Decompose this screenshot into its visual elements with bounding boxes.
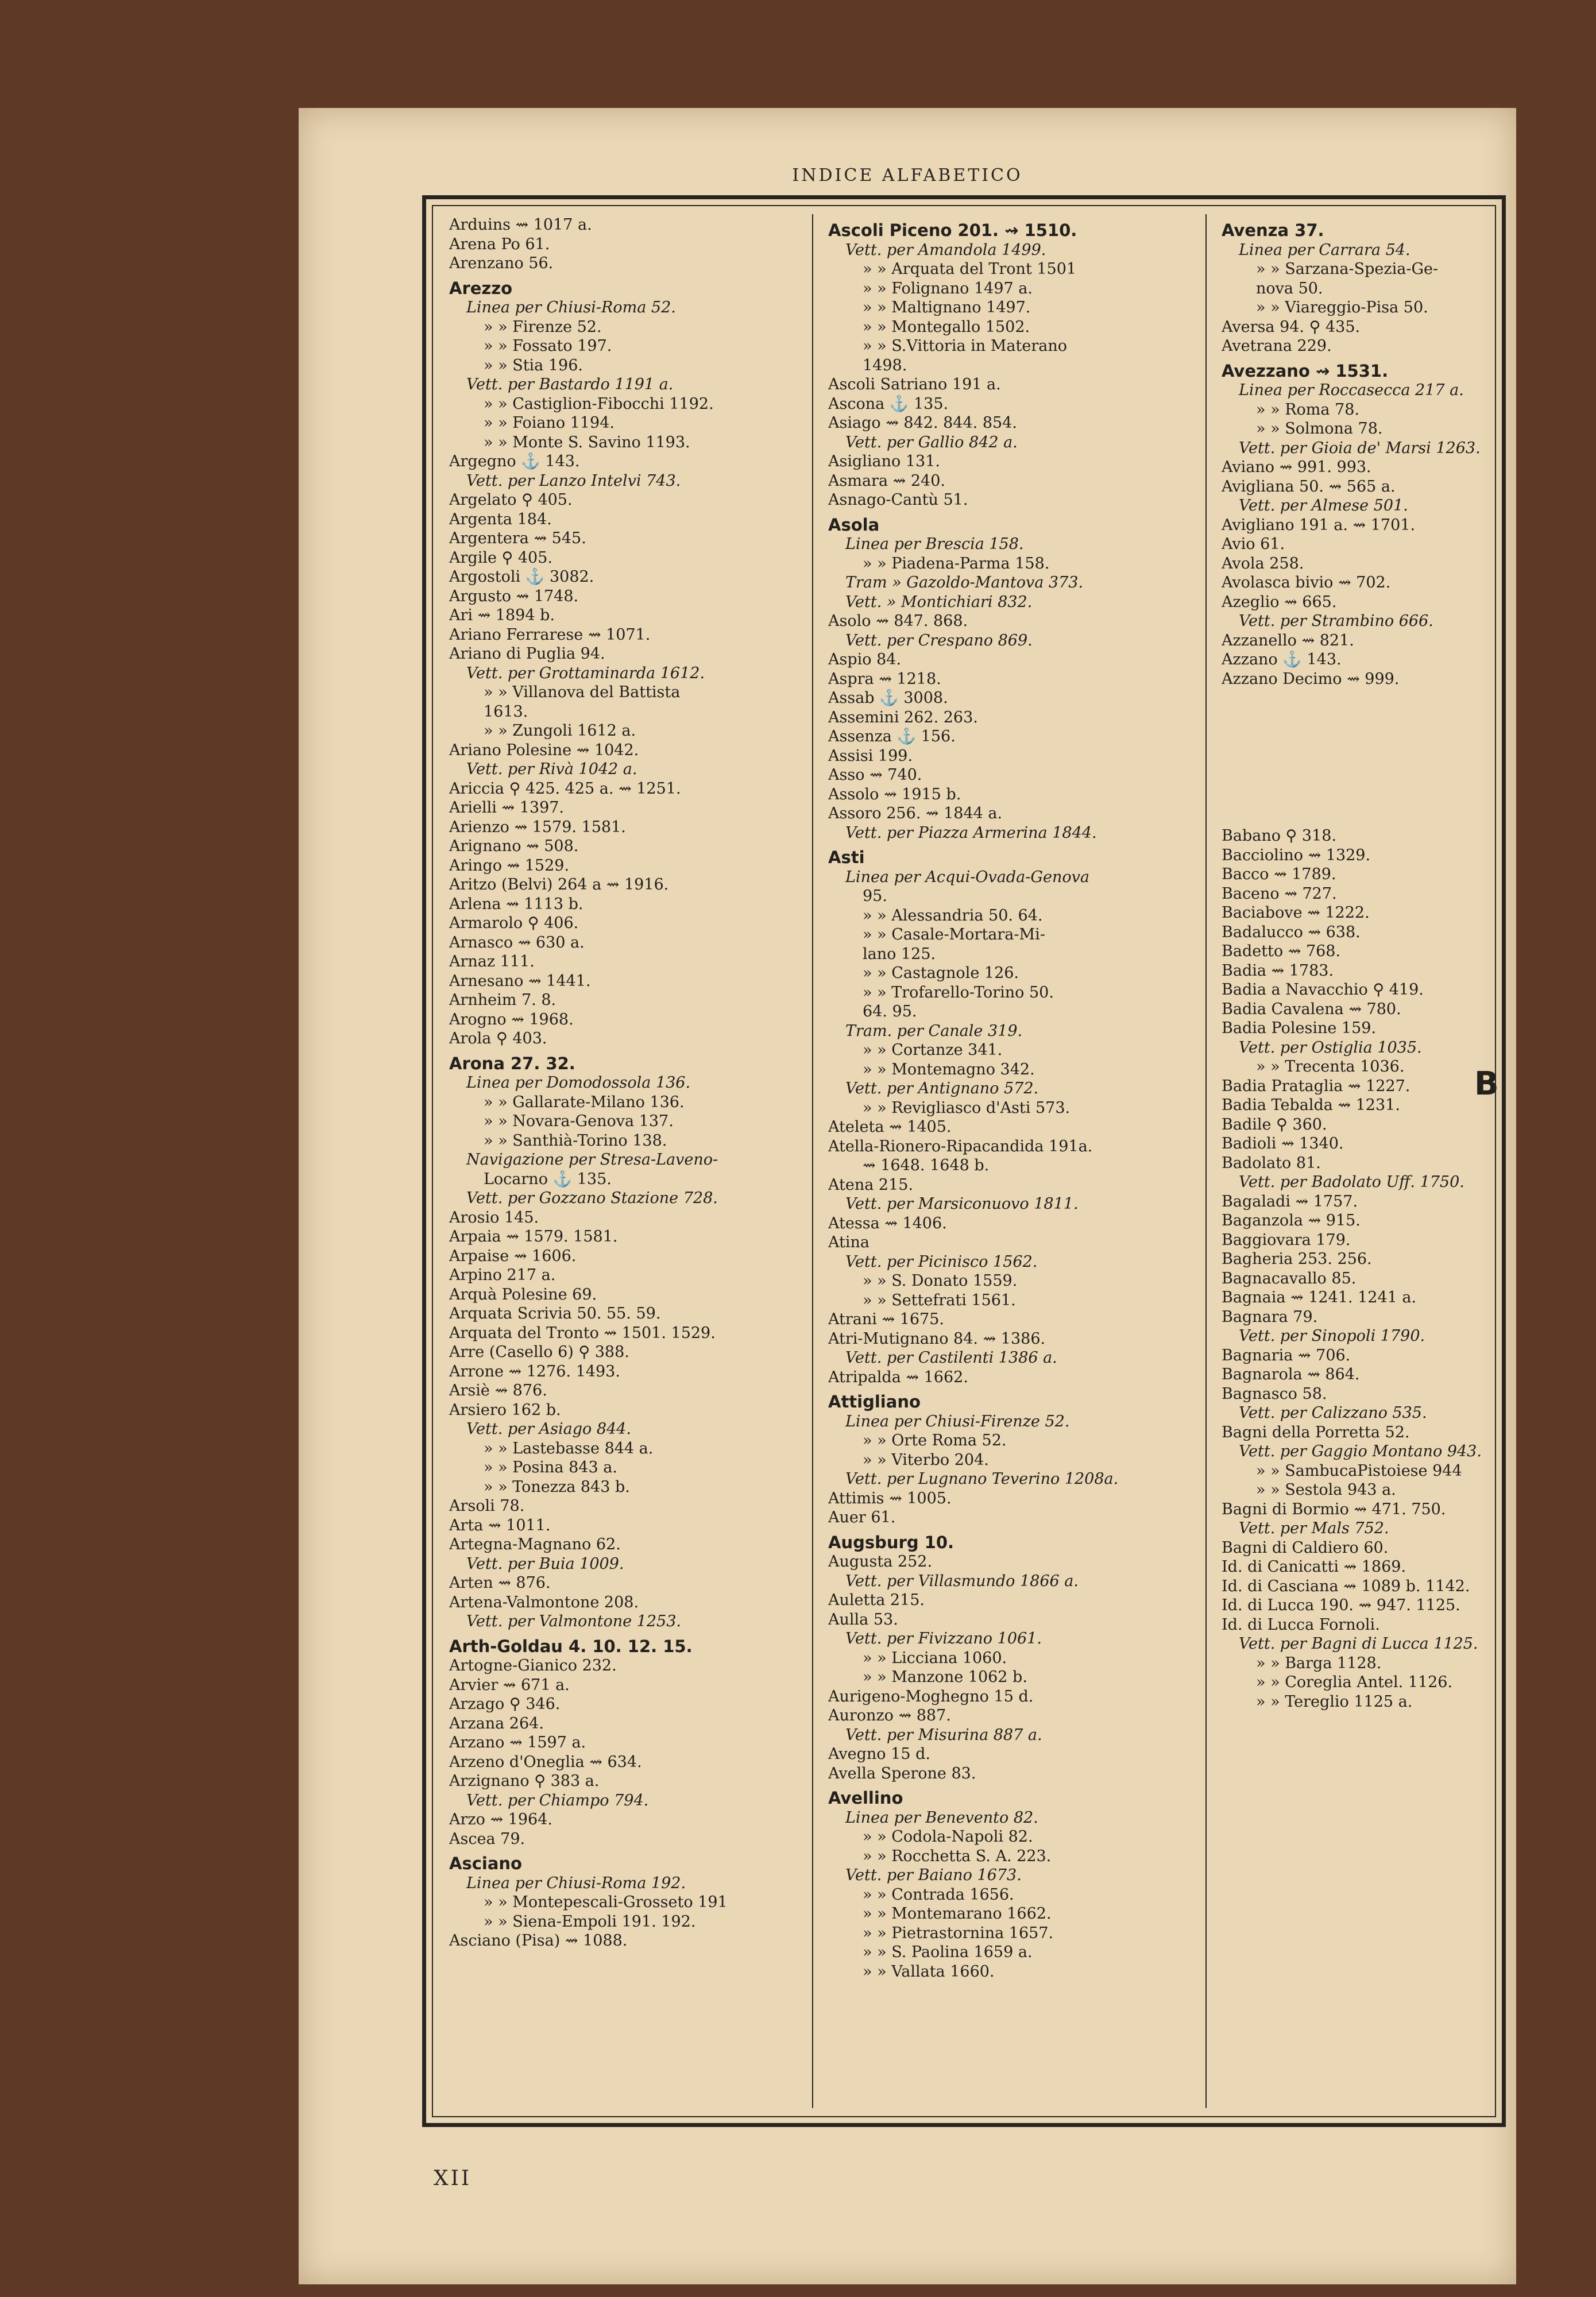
index-entry: » » Sestola 943 a. [1256,1481,1396,1499]
index-entry: » » Maltignano 1497. [863,299,1031,316]
index-entry: Arzeno d'Oneglia ⇝ 634. [449,1753,642,1771]
index-entry: Asolo ⇝ 847. 868. [828,612,968,630]
section-gap [1222,689,1566,826]
index-entry: Ariccia ⚲ 425. 425 a. ⇝ 1251. [449,779,681,798]
index-entry: Id. di Lucca 190. ⇝ 947. 1125. [1222,1596,1460,1614]
index-entry: » » Tonezza 843 b. [484,1478,630,1496]
index-entry: Badia Polesine 159. [1222,1019,1377,1037]
index-entry: » » Zungoli 1612 a. [484,722,636,740]
index-entry: » » Licciana 1060. [863,1649,1007,1667]
index-entry: Badioli ⇝ 1340. [1222,1135,1344,1153]
index-entry: Linea per Chiusi-Firenze 52. [845,1412,1070,1430]
index-entry: Aspra ⇝ 1218. [828,670,941,688]
index-entry: Arvier ⇝ 671 a. [449,1676,570,1694]
index-entry: Azzano ⚓ 143. [1222,651,1342,668]
index-entry: Aviano ⇝ 991. 993. [1222,458,1371,476]
index-entry: Argentera ⇝ 545. [449,529,586,547]
index-entry: Atena 215. [828,1175,914,1194]
index-entry: lano 125. [863,945,936,963]
index-entry: Aritzo (Belvi) 264 a ⇝ 1916. [449,876,669,894]
index-entry: Avella Sperone 83. [828,1764,976,1782]
index-entry: Arnheim 7. 8. [449,991,557,1009]
index-entry: Arignano ⇝ 508. [449,837,579,855]
index-entry: » » Montemagno 342. [863,1060,1035,1078]
index-entry: Auletta 215. [828,1591,925,1609]
index-entry: Arnaz 111. [449,953,535,970]
index-entry: Vett. per Piazza Armerina 1844. [845,823,1097,842]
index-entry: Ascoli Piceno 201. ⇝ 1510. [828,221,1077,240]
index-entry: » » Monte S. Savino 1193. [484,433,690,451]
index-entry: Avezzano ⇝ 1531. [1222,361,1389,381]
index-entry: Arquata Scrivia 50. 55. 59. [449,1305,661,1322]
index-entry: Vett. per Antignano 572. [845,1080,1039,1097]
index-entry: » » Alessandria 50. 64. [863,906,1043,925]
index-entry: Badia ⇝ 1783. [1222,961,1334,980]
index-entry: » » Lastebasse 844 a. [484,1439,654,1457]
index-entry: Avola 258. [1222,554,1304,573]
index-entry: Vett. per Badolato Uff. 1750. [1239,1173,1464,1191]
index-entry: Artegna-Magnano 62. [449,1536,621,1553]
index-entry: » » Villanova del Battista [484,683,681,701]
index-entry: 1613. [484,702,528,721]
index-entry: Vett. » Montichiari 832. [845,593,1033,611]
index-entry: Badile ⚲ 360. [1222,1115,1327,1134]
index-entry: Linea per Acqui-Ovada-Genova [845,868,1089,886]
index-entry: Arpaia ⇝ 1579. 1581. [449,1228,618,1246]
index-entry: Bagnaia ⇝ 1241. 1241 a. [1222,1289,1417,1306]
index-entry: Aversa 94. ⚲ 435. [1222,318,1361,336]
index-entry: Atripalda ⇝ 1662. [828,1368,968,1386]
index-entry: Tram. per Canale 319. [845,1022,1023,1040]
index-entry: Arlena ⇝ 1113 b. [449,895,583,913]
index-entry: Bagheria 253. 256. [1222,1250,1372,1268]
index-entry: Vett. per Bagni di Lucca 1125. [1239,1635,1478,1653]
index-entry: » » Cortanze 341. [863,1041,1003,1059]
index-entry: Attigliano [828,1392,921,1412]
index-entry: Bacciolino ⇝ 1329. [1222,846,1371,864]
index-entry: Ascona ⚓ 135. [828,395,949,413]
index-entry: Azeglio ⇝ 665. [1222,593,1337,611]
index-entry: Arpino 217 a. [449,1266,556,1284]
index-entry: Vett. per Calizzano 535. [1239,1404,1427,1422]
index-entry: Arzo ⇝ 1964. [449,1811,552,1828]
index-entry: Vett. per Buia 1009. [466,1554,624,1573]
index-entry: Attimis ⇝ 1005. [828,1489,952,1507]
index-entry: Vett. per Crespano 869. [845,631,1033,649]
index-entry: Bagnasco 58. [1222,1385,1327,1403]
index-entry: Avigliano 191 a. ⇝ 1701. [1222,516,1416,534]
index-entry: Id. di Casciana ⇝ 1089 b. 1142. [1222,1577,1470,1595]
index-entry: Bagnacavallo 85. [1222,1269,1357,1287]
index-entry: Arth-Goldau 4. 10. 12. 15. [449,1636,693,1656]
index-entry: Arienzo ⇝ 1579. 1581. [449,818,626,836]
index-entry: Avegno 15 d. [828,1745,930,1763]
index-entry: Arzano ⇝ 1597 a. [449,1734,586,1751]
index-entry: Vett. per Sinopoli 1790. [1239,1327,1425,1345]
index-entry: Arosio 145. [449,1208,539,1227]
index-entry: Vett. per Grottaminarda 1612. [466,664,705,682]
index-entry: Linea per Chiusi-Roma 192. [466,1874,686,1892]
index-entry: Baciabove ⇝ 1222. [1222,904,1370,922]
index-entry: Baganzola ⇝ 915. [1222,1212,1361,1229]
page-number: XII [434,2167,472,2190]
index-entry: Linea per Carrara 54. [1239,241,1410,259]
index-entry: Ariano Ferrarese ⇝ 1071. [449,625,651,644]
index-entry: Vett. per Baiano 1673. [845,1866,1022,1884]
index-entry: Argenta 184. [449,510,552,528]
column-divider-1 [812,214,813,2108]
index-entry: Assenza ⚓ 156. [828,728,956,745]
book-page [299,108,1516,2284]
index-entry: Vett. per Valmontone 1253. [466,1612,681,1630]
index-entry: Augusta 252. [828,1553,933,1571]
index-entry: » » Folignano 1497 a. [863,279,1033,297]
index-column-3 [1222,215,1566,2107]
index-entry: nova 50. [1256,279,1323,297]
index-entry: 95. [863,887,887,905]
index-entry: Baceno ⇝ 727. [1222,884,1337,903]
index-entry: » » Siena-Empoli 191. 192. [484,1912,696,1931]
index-entry: Argile ⚲ 405. [449,548,552,567]
index-entry: Asso ⇝ 740. [828,766,922,784]
index-entry: Azzanello ⇝ 821. [1222,631,1354,649]
index-entry: Arenzano 56. [449,254,554,272]
index-entry: Ascoli Satriano 191 a. [828,376,1001,393]
index-entry: Argegno ⚓ 143. [449,453,580,470]
index-entry: Badalucco ⇝ 638. [1222,923,1361,941]
index-entry: Asti [828,848,865,867]
index-entry: Argelato ⚲ 405. [449,491,573,509]
index-entry: Ateleta ⇝ 1405. [828,1118,952,1136]
index-entry: Assemini 262. 263. [828,708,978,726]
index-entry: Arre (Casello 6) ⚲ 388. [449,1343,629,1361]
index-entry: » » Manzone 1062 b. [863,1668,1027,1686]
index-entry: » » Contrada 1656. [863,1885,1014,1904]
index-entry: Vett. per Strambino 666. [1239,612,1433,630]
index-entry: » » Sarzana-Spezia-Ge- [1256,260,1439,278]
index-entry: Linea per Domodossola 136. [466,1074,691,1092]
index-entry: Badia Prataglia ⇝ 1227. [1222,1077,1410,1095]
index-entry: Ariano di Puglia 94. [449,645,605,663]
index-entry: Id. di Canicatti ⇝ 1869. [1222,1558,1406,1576]
index-entry: » » Codola-Napoli 82. [863,1828,1033,1846]
index-entry: Vett. per Asiago 844. [466,1420,631,1438]
index-entry: Arielli ⇝ 1397. [449,799,565,817]
index-entry: Aringo ⇝ 1529. [449,856,570,875]
index-entry: » » Vallata 1660. [863,1962,995,1981]
index-entry: Assisi 199. [828,747,913,765]
index-entry: Vett. per Misurina 887 a. [845,1726,1042,1744]
index-entry: Vett. per Almese 501. [1239,497,1408,515]
index-entry: Atessa ⇝ 1406. [828,1214,947,1232]
index-entry: » » Trecenta 1036. [1256,1058,1405,1076]
index-entry: » » Viterbo 204. [863,1451,989,1469]
index-entry: Arten ⇝ 876. [449,1574,551,1592]
index-entry: Locarno ⚓ 135. [484,1170,612,1188]
index-entry: Assab ⚓ 3008. [828,689,948,707]
index-entry: Augsburg 10. [828,1532,954,1552]
index-entry: » » Novara-Genova 137. [484,1112,674,1130]
index-entry: Vett. per Lugnano Teverino 1208a. [845,1470,1119,1488]
index-entry: » » S. Paolina 1659 a. [863,1943,1033,1961]
index-entry: » » Coreglia Antel. 1126. [1256,1673,1453,1691]
index-entry: 64. 95. [863,1003,917,1020]
index-entry: Arona 27. 32. [449,1053,575,1073]
index-entry: Auer 61. [828,1509,896,1526]
index-entry: Arzana 264. [449,1714,544,1733]
index-entry: Arena Po 61. [449,235,550,253]
index-entry: » » S.Vittoria in Materano [863,337,1067,355]
index-entry: Vett. per Ostiglia 1035. [1239,1038,1422,1057]
index-entry: Vett. per Rivà 1042 a. [466,760,637,778]
index-entry: Azzano Decimo ⇝ 999. [1222,670,1400,688]
index-entry: Aulla 53. [828,1610,898,1629]
index-entry: Badia Tebalda ⇝ 1231. [1222,1096,1400,1114]
index-entry: Arsoli 78. [449,1497,525,1515]
index-entry: Arquà Polesine 69. [449,1285,597,1304]
index-entry: ⇝ 1648. 1648 b. [863,1157,990,1174]
index-entry: » » Pietrastornina 1657. [863,1924,1054,1942]
index-entry: Vett. per Gallio 842 a. [845,433,1018,451]
index-entry: Asnago-Cantù 51. [828,491,968,509]
index-entry: Bagnaria ⇝ 706. [1222,1346,1351,1364]
index-entry: Avigliana 50. ⇝ 565 a. [1222,477,1396,496]
index-entry: Babano ⚲ 318. [1222,827,1337,845]
page-header-title: INDICE ALFABETICO [792,165,1023,185]
index-entry: Badetto ⇝ 768. [1222,942,1341,960]
index-entry: Vett. per Castilenti 1386 a. [845,1349,1057,1367]
index-entry: Linea per Roccasecca 217 a. [1239,381,1464,399]
index-entry: Vett. per Picinisco 1562. [845,1252,1038,1271]
index-entry: Arola ⚲ 403. [449,1030,547,1047]
index-frame [422,195,1506,2127]
index-entry: » » Santhià-Torino 138. [484,1131,667,1150]
index-entry: » » Stia 196. [484,356,583,374]
index-entry: » » Gallarate-Milano 136. [484,1093,685,1111]
index-entry: » » Trofarello-Torino 50. [863,983,1054,1001]
index-entry: » » Tereglio 1125 a. [1256,1692,1413,1711]
index-entry: Asciano [449,1854,522,1873]
index-entry: Tram » Gazoldo-Mantova 373. [845,574,1084,591]
index-entry: Arnasco ⇝ 630 a. [449,933,585,952]
index-entry: Badia Cavalena ⇝ 780. [1222,1000,1401,1018]
index-entry: Asola [828,515,880,535]
index-entry: » » Fossato 197. [484,337,612,355]
index-entry: Argusto ⇝ 1748. [449,587,579,605]
index-entry: Vett. per Lanzo Intelvi 743. [466,471,681,490]
index-entry: Armarolo ⚲ 406. [449,914,579,932]
index-entry: Arezzo [449,278,513,298]
index-entry: Vett. per Gozzano Stazione 728. [466,1189,718,1207]
index-entry: Badolato 81. [1222,1154,1321,1172]
index-entry: Linea per Benevento 82. [845,1808,1038,1827]
index-entry: » » Posina 843 a. [484,1459,617,1476]
index-entry: 1498. [863,356,907,374]
index-entry: Avetrana 229. [1222,337,1332,355]
index-entry: Artena-Valmontone 208. [449,1593,639,1611]
index-entry: Navigazione per Stresa-Laveno- [466,1151,718,1169]
index-entry: Atella-Rionero-Ripacandida 191a. [828,1137,1093,1155]
index-entry: » » Settefrati 1561. [863,1291,1016,1309]
column-divider-2 [1205,214,1207,2108]
index-entry: Avellino [828,1788,903,1808]
index-entry: » » Piadena-Parma 158. [863,554,1050,573]
index-entry: Arrone ⇝ 1276. 1493. [449,1362,620,1380]
index-entry: » » Montemarano 1662. [863,1905,1052,1923]
index-entry: Aurigeno-Moghegno 15 d. [828,1687,1034,1706]
index-entry: Vett. per Gaggio Montano 943. [1239,1443,1482,1460]
index-entry: Bagaladi ⇝ 1757. [1222,1192,1358,1211]
index-entry: Avolasca bivio ⇝ 702. [1222,574,1391,591]
index-entry: Bagnara 79. [1222,1308,1318,1326]
index-entry: Id. di Lucca Fornoli. [1222,1615,1380,1634]
index-entry: Bagni di Bormio ⇝ 471. 750. [1222,1500,1446,1518]
index-entry: Asigliano 131. [828,453,940,470]
index-entry: Atri-Mutignano 84. ⇝ 1386. [828,1329,1046,1348]
index-entry: » » Castagnole 126. [863,964,1019,982]
index-entry: » » Firenze 52. [484,318,602,336]
index-entry: Assolo ⇝ 1915 b. [828,785,961,803]
index-entry: Vett. per Chiampo 794. [466,1791,649,1809]
index-entry: Bacco ⇝ 1789. [1222,865,1336,883]
index-entry: Vett. per Villasmundo 1866 a. [845,1572,1079,1590]
index-entry: Ascea 79. [449,1830,525,1848]
index-entry: » » Roma 78. [1256,400,1360,419]
index-entry: Arpaise ⇝ 1606. [449,1247,577,1265]
index-entry: Asiago ⇝ 842. 844. 854. [828,414,1017,432]
index-entry: » » Rocchetta S. A. 223. [863,1847,1052,1865]
index-entry: Vett. per Bastardo 1191 a. [466,376,674,393]
index-entry: » » Casale-Mortara-Mi- [863,926,1045,943]
index-entry: » » Arquata del Tront 1501 [863,260,1077,278]
index-entry: Atrani ⇝ 1675. [828,1310,944,1328]
index-entry: Arduins ⇝ 1017 a. [449,216,592,234]
index-entry: » » Castiglion-Fibocchi 1192. [484,395,714,413]
index-entry: Avio 61. [1222,535,1285,553]
index-entry: » » Montepescali-Grosseto 191 [484,1893,728,1911]
index-entry: Vett. per Amandola 1499. [845,241,1046,259]
index-entry: Bagni di Caldiero 60. [1222,1538,1389,1557]
index-entry: Vett. per Gioia de' Marsi 1263. [1239,439,1481,457]
index-entry: Ari ⇝ 1894 b. [449,606,555,624]
index-entry: Ariano Polesine ⇝ 1042. [449,741,639,759]
index-entry: Bagnarola ⇝ 864. [1222,1366,1360,1383]
index-entry: Linea per Chiusi-Roma 52. [466,299,676,316]
index-entry: Artogne-Gianico 232. [449,1657,617,1675]
index-entry: Assoro 256. ⇝ 1844 a. [828,805,1003,822]
index-entry: Badia a Navacchio ⚲ 419. [1222,981,1424,999]
index-entry: Asciano (Pisa) ⇝ 1088. [449,1932,628,1950]
index-entry: Auronzo ⇝ 887. [828,1707,951,1724]
index-entry: Arsiè ⇝ 876. [449,1382,547,1399]
index-entry: » » Orte Roma 52. [863,1432,1007,1449]
index-entry: Arogno ⇝ 1968. [449,1010,574,1028]
index-entry: » » Revigliasco d'Asti 573. [863,1099,1071,1117]
index-entry: » » S. Donato 1559. [863,1272,1018,1290]
index-entry: Arta ⇝ 1011. [449,1516,551,1534]
index-entry: Atina [828,1233,870,1251]
index-entry: » » Solmona 78. [1256,420,1383,438]
index-entry: Baggiovara 179. [1222,1231,1351,1249]
index-entry: » » Viareggio-Pisa 50. [1256,299,1428,316]
index-entry: Arnesano ⇝ 1441. [449,972,591,990]
section-letter: B [1474,1065,1499,1103]
index-entry: » » Foiano 1194. [484,414,615,432]
index-entry: Vett. per Fivizzano 1061. [845,1630,1042,1648]
index-entry: Asmara ⇝ 240. [828,471,945,490]
index-entry: Vett. per Mals 752. [1239,1519,1389,1537]
index-entry: Arzignano ⚲ 383 a. [449,1772,600,1790]
index-entry: Avenza 37. [1222,221,1324,240]
index-entry: Arquata del Tronto ⇝ 1501. 1529. [449,1324,716,1342]
index-entry: Vett. per Marsiconuovo 1811. [845,1195,1079,1213]
index-entry: » » Barga 1128. [1256,1654,1382,1672]
index-entry: Arsiero 162 b. [449,1401,561,1419]
index-column-2 [828,215,1184,2107]
index-entry: » » Montegallo 1502. [863,318,1030,336]
index-entry: » » SambucaPistoiese 944 [1256,1461,1462,1480]
index-entry: Argostoli ⚓ 3082. [449,568,594,586]
index-entry: Arzago ⚲ 346. [449,1695,561,1713]
index-column-1 [449,215,794,2107]
index-entry: Aspio 84. [828,651,902,668]
index-entry: Linea per Brescia 158. [845,535,1024,553]
index-entry: Bagni della Porretta 52. [1222,1423,1410,1441]
